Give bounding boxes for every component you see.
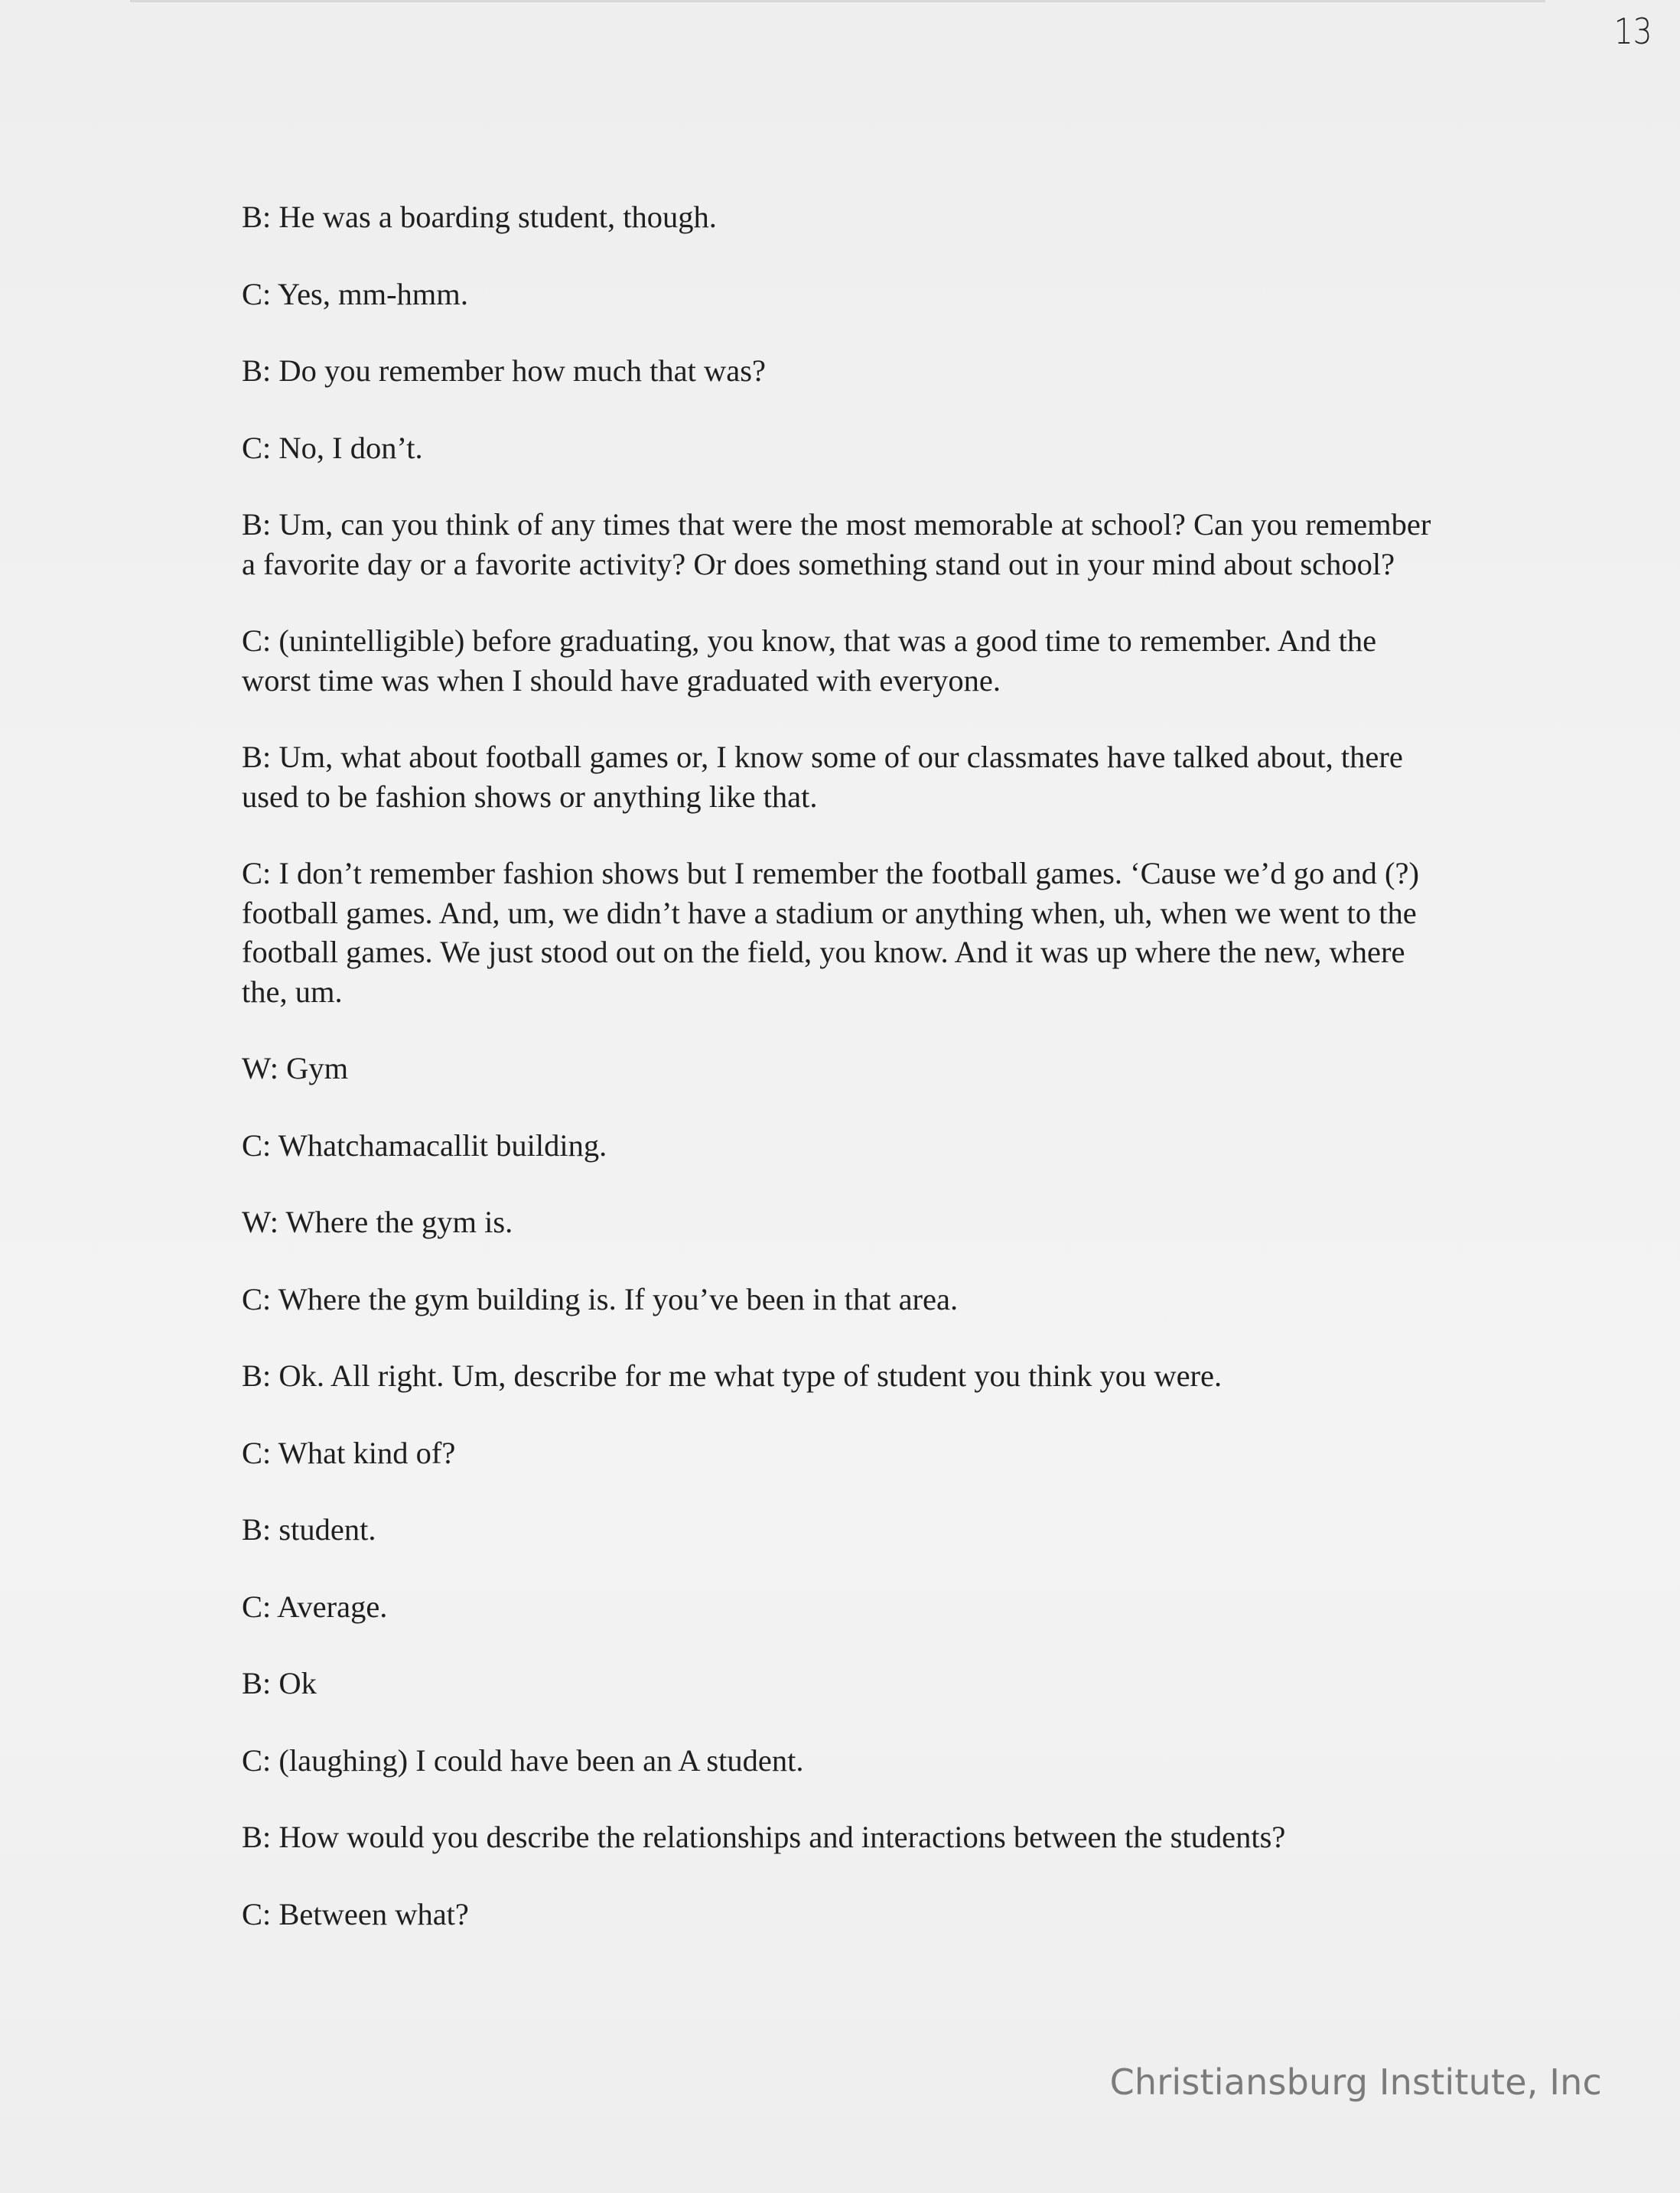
transcript-line: B: Ok bbox=[242, 1666, 317, 1700]
transcript-line: B: Ok. All right. Um, describe for me what type of student you think you were. bbox=[242, 1358, 1223, 1393]
transcript-line: B: How would you describe the relationships and interactions between the students? bbox=[242, 1820, 1286, 1854]
watermark-text: Christiansburg Institute, Inc bbox=[1109, 2061, 1602, 2103]
transcript-line: C: Whatchamacallit building. bbox=[242, 1127, 607, 1163]
transcript-line: W: Where the gym is. bbox=[242, 1205, 513, 1239]
transcript-line: C: I don’t remember fashion shows but I remember the football games. ‘Cause we’d go and (?) football games. And, um, we didn’t have a stadium or anything when, uh, when we went to the football games. We just stood out on the field, you know. And it was up where the new, where the, um. bbox=[242, 856, 1419, 1009]
transcript-line: B: Um, what about football games or, I know some of our classmates have talked about, there used to be fashion shows or anything like that. bbox=[242, 740, 1403, 814]
page-top-edge bbox=[130, 0, 1545, 2]
transcript-line: C: (laughing) I could have been an A student. bbox=[242, 1742, 804, 1778]
transcript-line: W: Gym bbox=[242, 1051, 349, 1085]
transcript-line: C: Between what? bbox=[242, 1896, 469, 1931]
transcript-line: C: What kind of? bbox=[242, 1435, 456, 1470]
transcript-line: B: He was a boarding student, though. bbox=[242, 200, 717, 234]
transcript-line: C: No, I don’t. bbox=[242, 430, 423, 465]
transcript-line: C: Average. bbox=[242, 1589, 388, 1624]
transcript-line: B: Um, can you think of any times that were the most memorable at school? Can you remember a favorite day or a favorite activity? Or does something stand out in your mind about school? bbox=[242, 507, 1431, 581]
page-number: 13 bbox=[1614, 11, 1652, 52]
transcript-line: B: Do you remember how much that was? bbox=[242, 353, 766, 388]
transcript-line: B: student. bbox=[242, 1512, 376, 1547]
transcript-line: C: Yes, mm-hmm. bbox=[242, 276, 468, 311]
transcript-line: C: Where the gym building is. If you’ve been in that area. bbox=[242, 1281, 959, 1316]
transcript-body bbox=[242, 197, 1450, 1971]
transcript-line: C: (unintelligible) before graduating, you know, that was a good time to remember. And the worst time was when I should have graduated with everyone. bbox=[242, 623, 1377, 698]
